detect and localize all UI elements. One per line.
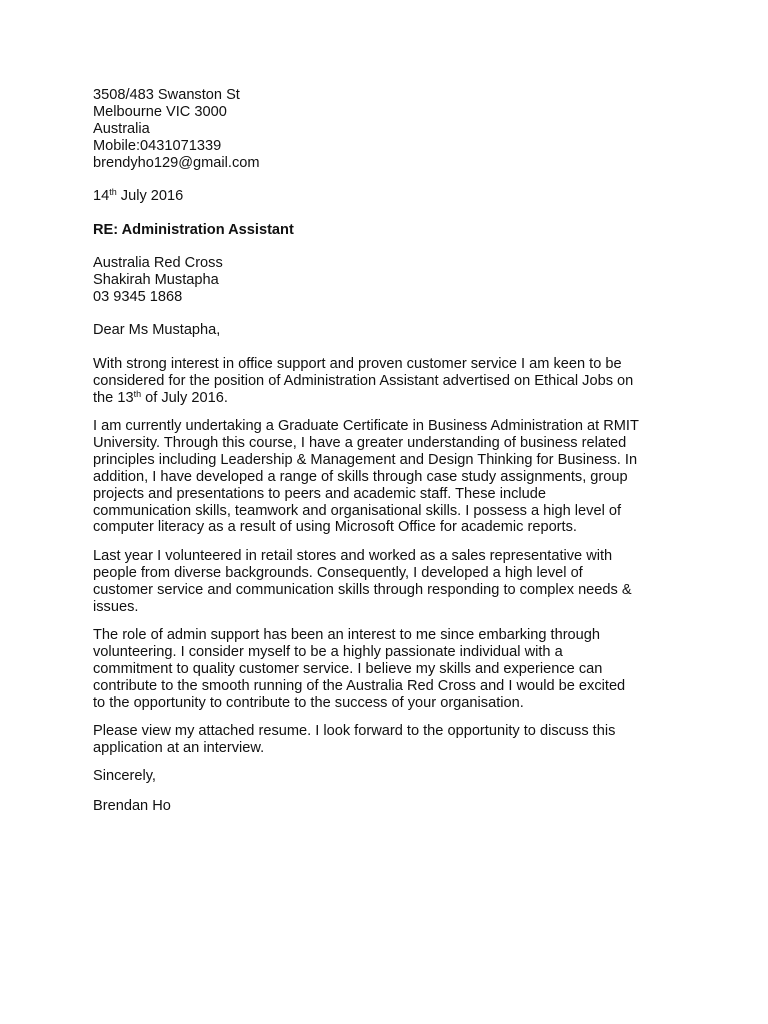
sender-city: Melbourne VIC 3000 — [93, 103, 227, 120]
recipient-organisation: Australia Red Cross — [93, 255, 223, 271]
sender-street: 3508/483 Swanston St — [93, 87, 240, 103]
recipient-phone: 03 9345 1868 — [93, 288, 183, 305]
subject-line: RE: Administration Assistant — [93, 222, 294, 238]
sender-mobile: Mobile:0431071339 — [93, 137, 222, 154]
signature-name: Brendan Ho — [93, 798, 171, 814]
paragraph-intro: With strong interest in office support and proven customer service I am keen to be considered for the position of Administration Assistant advertised on Ethical Jobs on the 13th of July 2016. — [93, 356, 634, 406]
date-suffix: th — [109, 187, 117, 197]
paragraph-motivation: The role of admin support has been an interest to me since embarking through volunteering. I consider myself to be a highly passionate individual with a commitment to quality customer service. I believe my skills and experience can contribute to the smooth running of the Australia Red Cross and I would be excited to the opportunity to contribute to the success of your organisation. — [93, 627, 626, 711]
paragraph-experience: Last year I volunteered in retail stores and worked as a sales representative with people from diverse backgrounds. Consequently, I developed a high level of customer service and communication skills through responding to complex needs & issues. — [93, 548, 632, 615]
sender-email: brendyho129@gmail.com — [93, 154, 260, 171]
sender-country: Australia — [93, 120, 150, 137]
paragraph-closing: Please view my attached resume. I look forward to the opportunity to discuss this application at an interview. — [93, 723, 616, 756]
paragraph-education: I am currently undertaking a Graduate Certificate in Business Administration at RMIT University. Through this course, I have a greater understanding of business related principles including Leadership & Management and Design Thinking for Business. In addition, I have developed a range of skills through case study assignments, group projects and presentations to peers and academic staff. These include communication skills, teamwork and organisational skills. I possess a high level of computer literacy as a result of using Microsoft Office for academic reports. — [93, 418, 639, 536]
recipient-name: Shakirah Mustapha — [93, 271, 219, 288]
salutation: Dear Ms Mustapha, — [93, 322, 221, 338]
recipient-block — [93, 255, 693, 306]
date-month-year: July 2016 — [116, 188, 184, 204]
closing-phrase: Sincerely, — [93, 768, 156, 784]
date-day: 14 — [93, 188, 110, 204]
sender-address — [93, 87, 693, 172]
letter-date — [93, 188, 693, 205]
